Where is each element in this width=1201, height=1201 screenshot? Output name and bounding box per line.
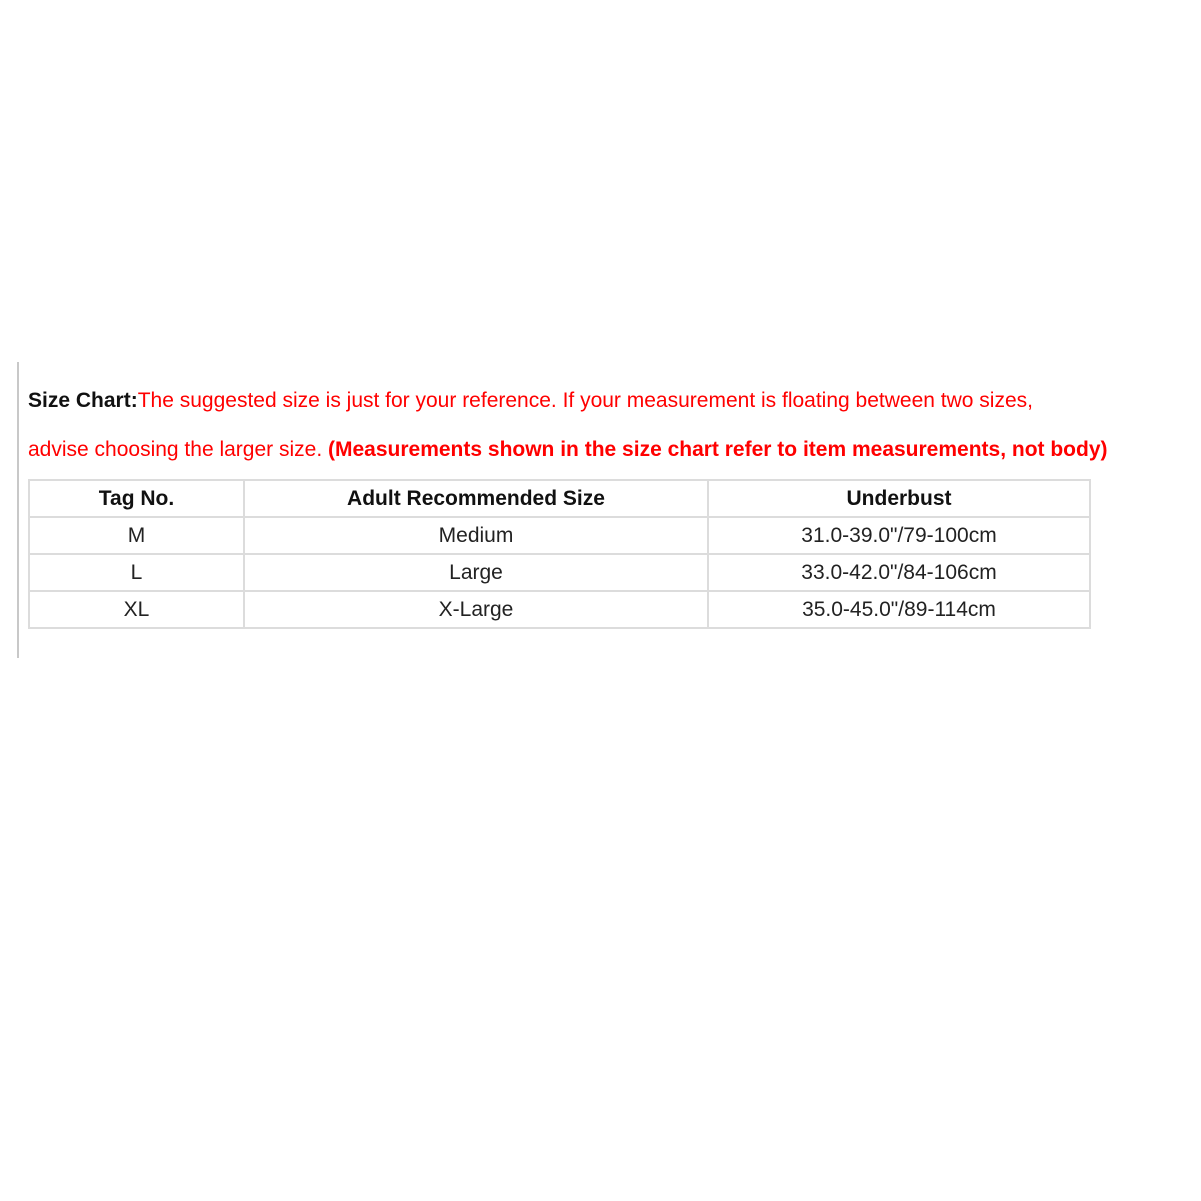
cell-adult-size: Large bbox=[244, 554, 708, 591]
label-colon: : bbox=[130, 389, 138, 412]
cell-underbust: 35.0-45.0"/89-114cm bbox=[708, 591, 1090, 628]
table-row bbox=[29, 554, 1090, 591]
table-row bbox=[29, 591, 1090, 628]
cell-adult-size: Medium bbox=[244, 517, 708, 554]
cell-tag-no: XL bbox=[29, 591, 244, 628]
cell-tag-no: L bbox=[29, 554, 244, 591]
left-border-rule bbox=[17, 362, 19, 658]
size-chart-intro bbox=[28, 376, 1193, 474]
intro-text-line-2: advise choosing the larger size. bbox=[28, 438, 328, 461]
intro-text-line-1: The suggested size is just for your reference. If your measurement is floating between two sizes, bbox=[137, 389, 1033, 412]
intro-line-1 bbox=[28, 376, 1193, 425]
table-header-row bbox=[29, 480, 1090, 517]
cell-tag-no: M bbox=[29, 517, 244, 554]
cell-adult-size: X-Large bbox=[244, 591, 708, 628]
header-tag-no: Tag No. bbox=[29, 480, 244, 517]
cell-underbust: 33.0-42.0"/84-106cm bbox=[708, 554, 1090, 591]
header-adult-recommended-size: Adult Recommended Size bbox=[244, 480, 708, 517]
measurement-notice: (Measurements shown in the size chart refer to item measurements, not body) bbox=[328, 438, 1108, 461]
intro-line-2 bbox=[28, 425, 1193, 474]
size-chart-table bbox=[28, 479, 1091, 629]
cell-underbust: 31.0-39.0"/79-100cm bbox=[708, 517, 1090, 554]
header-underbust: Underbust bbox=[708, 480, 1090, 517]
table-row bbox=[29, 517, 1090, 554]
size-chart-label: Size Chart bbox=[28, 389, 131, 412]
